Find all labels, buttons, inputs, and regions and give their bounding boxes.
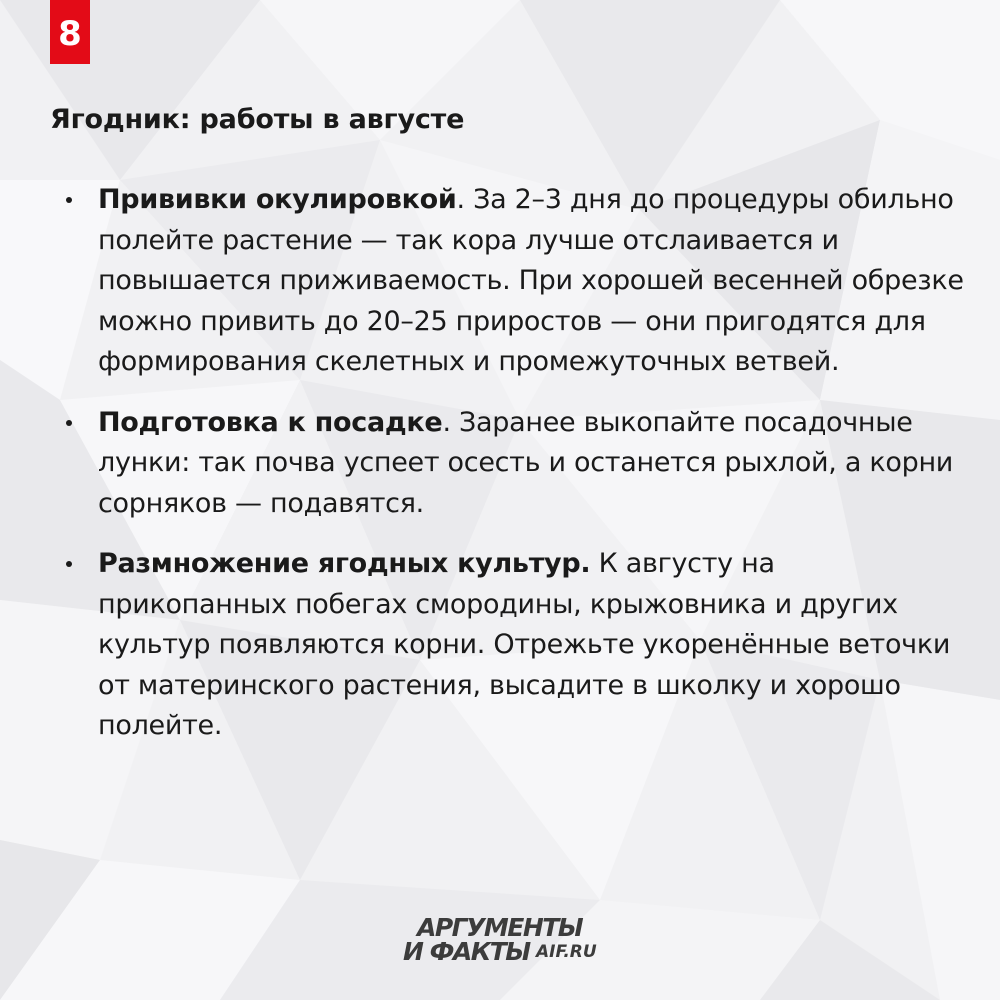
item-text: . Заранее выкопайте посадочные лунки: так почва успеет осесть и останется рыхлой, а корни сорняков — подавятся. — [98, 406, 954, 519]
item-text: . За 2–3 дня до процедуры обильно полейте растение — так кора лучше отслаивается и повышается приживаемость. При хорошей весенней обрезке можно привить до 20–25 приростов — они пригодятся для формирования скелетных и промежуточных ветвей. — [98, 184, 964, 377]
logo-line-top: АРГУМЕНТЫ — [417, 913, 583, 942]
list-item — [66, 544, 966, 747]
item-term: Размножение ягодных культур. — [98, 548, 591, 579]
bullet-icon — [66, 197, 72, 203]
item-term: Подготовка к посадке — [98, 406, 443, 438]
page-title: Ягодник: работы в августе — [50, 104, 465, 135]
item-text: К августу на прикопанных побегах смородины, крыжовника и других культур появляются корни. Отрежьте укоренённые веточки от материнского растения, высадите в школку и хорошо полейте. — [98, 548, 951, 741]
item-term: Прививки окулировкой — [98, 184, 457, 215]
page-number: 8 — [58, 14, 82, 54]
tips-list — [66, 180, 966, 767]
logo-line-bottom: И ФАКТЫ — [403, 937, 530, 966]
page-number-badge — [50, 0, 90, 64]
bullet-icon — [66, 420, 72, 426]
logo-site: AIF.RU — [536, 942, 597, 962]
list-item — [66, 180, 966, 383]
bullet-icon — [66, 561, 72, 567]
list-item — [66, 403, 966, 525]
aif-logo — [403, 913, 628, 973]
